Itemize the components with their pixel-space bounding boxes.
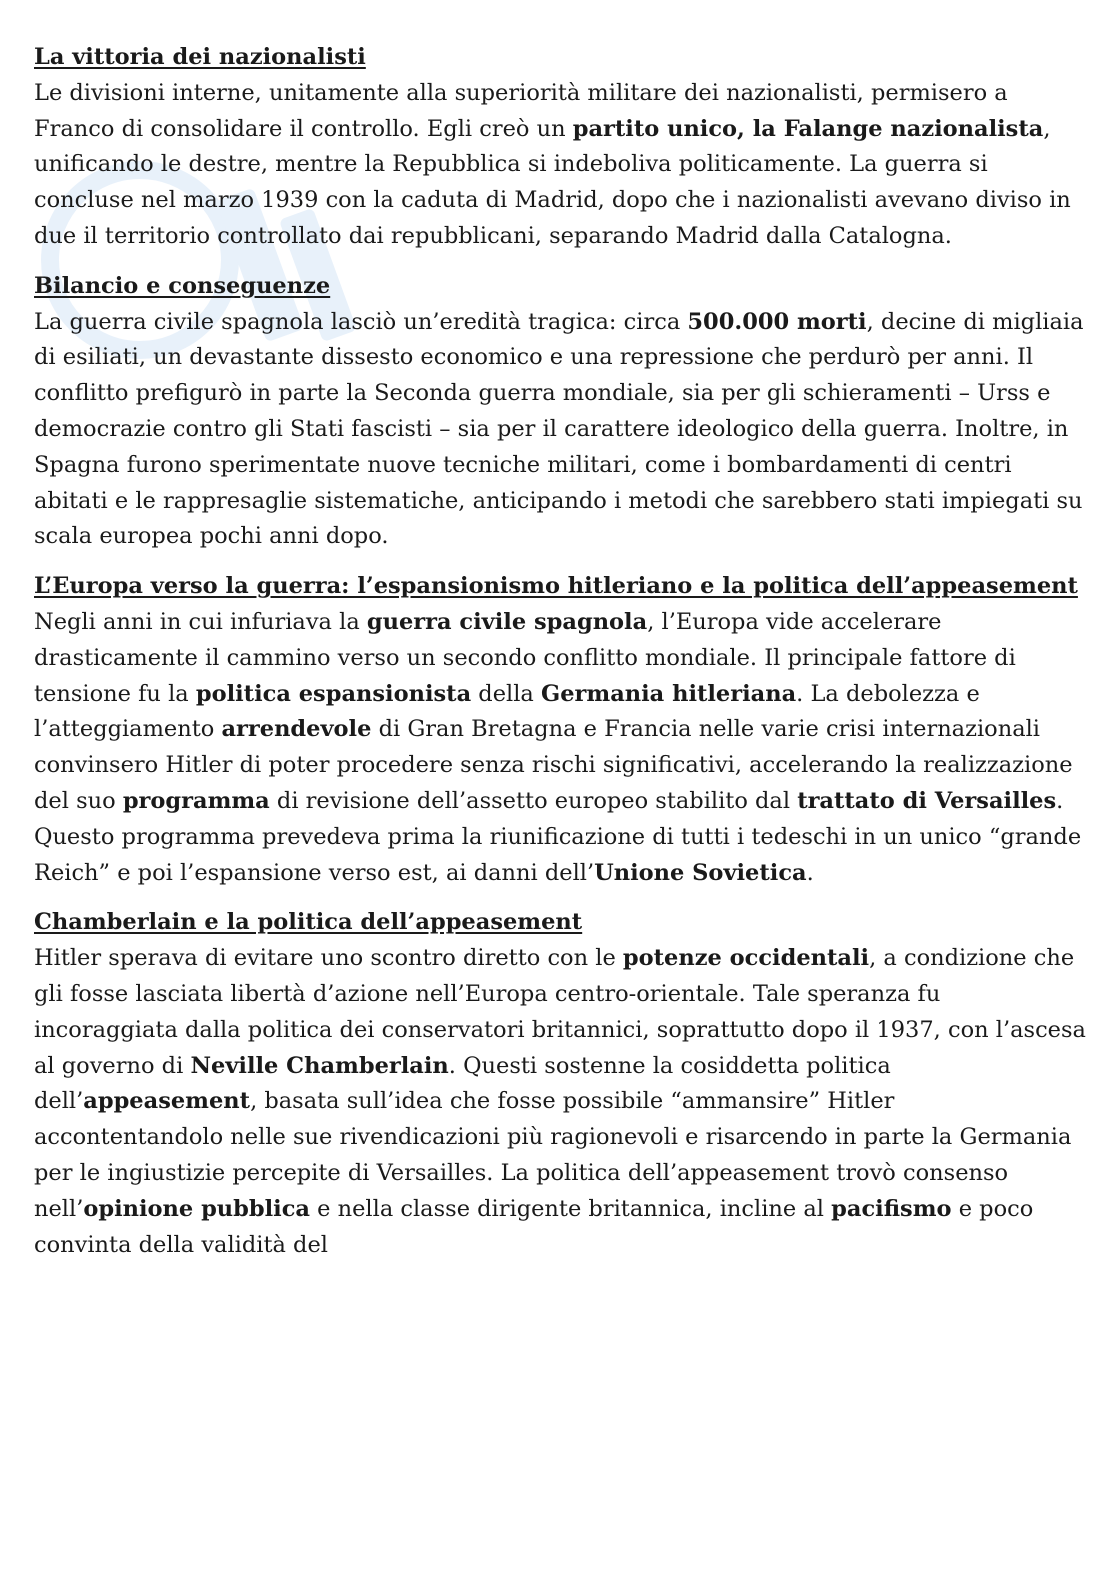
text-run: Le divisioni interne, unitamente alla superiorità militare dei nazionalisti, permisero a Franco di consolidare il controllo. Egli creò un (34, 79, 1008, 142)
text-run: di Gran Bretagna e Francia nelle varie crisi internazionali convinsero Hitler di poter procedere senza rischi significativi, accelerando la realizzazione del suo (34, 716, 1073, 814)
bold-phrase: pacifismo (831, 1195, 952, 1222)
text-run: e nella classe dirigente britannica, incline al (310, 1195, 832, 1222)
bold-phrase: opinione pubblica (83, 1195, 310, 1222)
bold-phrase: Unione Sovietica (594, 859, 807, 886)
bold-phrase: appeasement (83, 1088, 251, 1115)
text-run: , decine di migliaia di esiliati, un devastante dissesto economico e una repressione che perdurò per anni. Il conflitto prefigurò in parte la Seconda guerra mondiale, sia per gli schieramenti – Urss e democrazie contro gli Stati fascisti – sia per il carattere ideologico della guerra. Inoltre, in Spagna furono sperimentate nuove tecniche militari, come i bombardamenti di centri abitati e le rappresaglie sistematiche, anticipando i metodi che sarebbero stati impiegati su scala europea pochi anni dopo. (34, 308, 1084, 550)
bold-phrase: 500.000 morti (687, 308, 867, 335)
text-run: . Questo programma prevedeva prima la riunificazione di tutti i tedeschi in un unico “grande Reich” e poi l’espansione verso est, ai danni dell’ (34, 787, 1082, 886)
section-chamberlain-appeasement (34, 905, 1086, 1263)
text-run: , l’Europa vide accelerare drasticamente il cammino verso un secondo conflitto mondiale. Il principale fattore di tensione fu la (34, 608, 1016, 707)
section-bilancio-conseguenze (34, 269, 1086, 555)
section-heading: La vittoria dei nazionalisti (34, 44, 366, 70)
section-paragraph (34, 941, 1086, 1263)
text-run: Hitler sperava di evitare uno scontro diretto con le (34, 945, 623, 972)
bold-phrase: Neville Chamberlain (190, 1052, 449, 1079)
section-heading: L’Europa verso la guerra: l’espansionismo hitleriano e la politica dell’appeasement (34, 573, 1078, 600)
text-run: e poco convinta della validità del (34, 1195, 1034, 1258)
section-paragraph (34, 305, 1086, 556)
bold-phrase: partito unico, la Falange nazionalista (572, 115, 1044, 142)
text-run: La guerra civile spagnola lasciò un’eredità tragica: circa (34, 308, 688, 335)
text-run: di revisione dell’assetto europeo stabilito dal (269, 787, 798, 814)
bold-phrase: Germania hitleriana (541, 680, 797, 707)
section-europa-verso-guerra (34, 569, 1086, 891)
text-run: . Questi sostenne la cosiddetta politica dell’ (34, 1052, 891, 1115)
bold-phrase: arrendevole (221, 716, 372, 743)
section-heading: Chamberlain e la politica dell’appeasement (34, 909, 583, 936)
text-run: , basata sull’idea che fosse possibile “ammansire” Hitler accontentandolo nelle sue rivendicazioni più ragionevoli e risarcendo in parte la Germania per le ingiustizie percepite di Versailles. La politica dell’appeasement trovò consenso nell’ (34, 1088, 1072, 1222)
document-page (34, 40, 1086, 1277)
bold-phrase: potenze occidentali (622, 945, 870, 972)
section-paragraph (34, 605, 1086, 891)
text-run: . (806, 859, 814, 886)
section-vittoria-nazionalisti (34, 40, 1086, 255)
bold-phrase: guerra civile spagnola (366, 608, 648, 635)
section-heading: Bilancio e conseguenze (34, 272, 331, 299)
text-run: Negli anni in cui infuriava la (34, 608, 367, 635)
bold-phrase: politica espansionista (195, 680, 472, 707)
text-run: , unificando le destre, mentre la Repubblica si indeboliva politicamente. La guerra si concluse nel marzo 1939 con la caduta di Madrid, dopo che i nazionalisti avevano diviso in due il territorio controllato dai repubblicani, separando Madrid dalla Catalogna. (34, 115, 1071, 249)
text-run: della (471, 680, 541, 707)
section-paragraph (34, 76, 1086, 255)
bold-phrase: programma (122, 787, 270, 814)
text-run: . La debolezza e l’atteggiamento (34, 680, 980, 743)
text-run: , a condizione che gli fosse lasciata libertà d’azione nell’Europa centro-orientale. Tale speranza fu incoraggiata dalla politica dei conservatori britannici, soprattutto dopo il 1937, con l’ascesa al governo di (34, 945, 1086, 1079)
bold-phrase: trattato di Versailles (797, 787, 1057, 814)
